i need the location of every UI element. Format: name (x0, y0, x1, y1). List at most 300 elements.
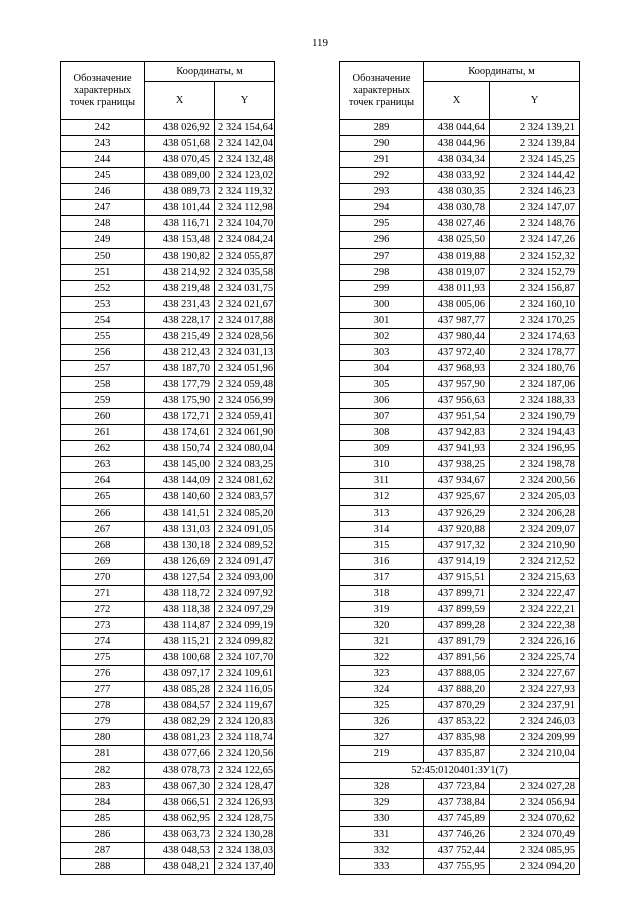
point-cell: 263 (61, 457, 145, 473)
x-coordinate-cell: 438 140,60 (145, 489, 215, 505)
x-coordinate-cell: 438 030,35 (424, 184, 490, 200)
header-y: Y (215, 82, 275, 120)
header-x: X (145, 82, 215, 120)
table-row (340, 216, 580, 232)
table-row (61, 810, 275, 826)
y-coordinate-cell: 2 324 059,41 (215, 409, 275, 425)
y-coordinate-cell: 2 324 138,03 (215, 842, 275, 858)
table-row (61, 601, 275, 617)
point-cell: 253 (61, 296, 145, 312)
header-coordinates: Координаты, м (424, 62, 580, 82)
table-row (340, 377, 580, 393)
table-row (61, 634, 275, 650)
table-row (340, 344, 580, 360)
table-row (61, 521, 275, 537)
point-cell: 266 (61, 505, 145, 521)
point-cell: 283 (61, 778, 145, 794)
y-coordinate-cell: 2 324 187,06 (490, 377, 580, 393)
y-coordinate-cell: 2 324 056,94 (490, 794, 580, 810)
table-row (340, 248, 580, 264)
point-cell: 258 (61, 377, 145, 393)
x-coordinate-cell: 438 144,09 (145, 473, 215, 489)
point-cell: 322 (340, 650, 424, 666)
table-row (340, 473, 580, 489)
y-coordinate-cell: 2 324 097,92 (215, 585, 275, 601)
x-coordinate-cell: 437 746,26 (424, 826, 490, 842)
y-coordinate-cell: 2 324 147,26 (490, 232, 580, 248)
point-cell: 332 (340, 842, 424, 858)
x-coordinate-cell: 438 174,61 (145, 425, 215, 441)
table-row (61, 248, 275, 264)
y-coordinate-cell: 2 324 081,62 (215, 473, 275, 489)
point-cell: 329 (340, 794, 424, 810)
table-row (340, 730, 580, 746)
table-row (61, 328, 275, 344)
table-row (61, 489, 275, 505)
point-cell: 308 (340, 425, 424, 441)
table-row (340, 826, 580, 842)
y-coordinate-cell: 2 324 222,21 (490, 601, 580, 617)
point-cell: 324 (340, 682, 424, 698)
y-coordinate-cell: 2 324 200,56 (490, 473, 580, 489)
table-row (340, 264, 580, 280)
x-coordinate-cell: 438 030,78 (424, 200, 490, 216)
point-cell: 289 (340, 120, 424, 136)
y-coordinate-cell: 2 324 085,20 (215, 505, 275, 521)
table-row (61, 585, 275, 601)
y-coordinate-cell: 2 324 148,76 (490, 216, 580, 232)
point-cell: 219 (340, 746, 424, 762)
point-cell: 277 (61, 682, 145, 698)
table-row (340, 778, 580, 794)
point-cell: 276 (61, 666, 145, 682)
y-coordinate-cell: 2 324 112,98 (215, 200, 275, 216)
x-coordinate-cell: 438 215,49 (145, 328, 215, 344)
x-coordinate-cell: 438 177,79 (145, 377, 215, 393)
y-coordinate-cell: 2 324 205,03 (490, 489, 580, 505)
table-row (340, 682, 580, 698)
table-row (61, 650, 275, 666)
x-coordinate-cell: 438 101,44 (145, 200, 215, 216)
table-body-left (61, 120, 275, 875)
y-coordinate-cell: 2 324 178,77 (490, 344, 580, 360)
y-coordinate-cell: 2 324 061,90 (215, 425, 275, 441)
header-x: X (424, 82, 490, 120)
table-row (61, 425, 275, 441)
y-coordinate-cell: 2 324 142,04 (215, 136, 275, 152)
x-coordinate-cell: 438 114,87 (145, 617, 215, 633)
table-row (61, 409, 275, 425)
x-coordinate-cell: 437 968,93 (424, 360, 490, 376)
point-cell: 295 (340, 216, 424, 232)
y-coordinate-cell: 2 324 031,75 (215, 280, 275, 296)
y-coordinate-cell: 2 324 196,95 (490, 441, 580, 457)
table-row (340, 858, 580, 874)
y-coordinate-cell: 2 324 031,13 (215, 344, 275, 360)
y-coordinate-cell: 2 324 028,56 (215, 328, 275, 344)
point-cell: 331 (340, 826, 424, 842)
point-cell: 254 (61, 312, 145, 328)
y-coordinate-cell: 2 324 116,05 (215, 682, 275, 698)
point-cell: 325 (340, 698, 424, 714)
y-coordinate-cell: 2 324 109,61 (215, 666, 275, 682)
point-cell: 273 (61, 617, 145, 633)
point-cell: 298 (340, 264, 424, 280)
point-cell: 301 (340, 312, 424, 328)
x-coordinate-cell: 437 853,22 (424, 714, 490, 730)
table-row (340, 601, 580, 617)
table-row (340, 120, 580, 136)
x-coordinate-cell: 438 219,48 (145, 280, 215, 296)
point-cell: 323 (340, 666, 424, 682)
y-coordinate-cell: 2 324 212,52 (490, 553, 580, 569)
x-coordinate-cell: 438 033,92 (424, 168, 490, 184)
y-coordinate-cell: 2 324 128,75 (215, 810, 275, 826)
y-coordinate-cell: 2 324 017,88 (215, 312, 275, 328)
x-coordinate-cell: 437 972,40 (424, 344, 490, 360)
y-coordinate-cell: 2 324 226,16 (490, 634, 580, 650)
x-coordinate-cell: 437 888,05 (424, 666, 490, 682)
y-coordinate-cell: 2 324 194,43 (490, 425, 580, 441)
table-row (340, 553, 580, 569)
x-coordinate-cell: 438 231,43 (145, 296, 215, 312)
point-cell: 255 (61, 328, 145, 344)
point-cell: 313 (340, 505, 424, 521)
point-cell: 330 (340, 810, 424, 826)
point-cell: 259 (61, 393, 145, 409)
x-coordinate-cell: 438 048,53 (145, 842, 215, 858)
table-row (61, 200, 275, 216)
table-row (61, 393, 275, 409)
point-cell: 246 (61, 184, 145, 200)
x-coordinate-cell: 438 172,71 (145, 409, 215, 425)
point-cell: 284 (61, 794, 145, 810)
y-coordinate-cell: 2 324 145,25 (490, 152, 580, 168)
point-cell: 269 (61, 553, 145, 569)
x-coordinate-cell: 438 118,38 (145, 601, 215, 617)
x-coordinate-cell: 437 938,25 (424, 457, 490, 473)
point-cell: 314 (340, 521, 424, 537)
table-row (340, 312, 580, 328)
x-coordinate-cell: 437 899,59 (424, 601, 490, 617)
y-coordinate-cell: 2 324 021,67 (215, 296, 275, 312)
point-cell: 311 (340, 473, 424, 489)
table-row (340, 280, 580, 296)
y-coordinate-cell: 2 324 139,21 (490, 120, 580, 136)
y-coordinate-cell: 2 324 070,62 (490, 810, 580, 826)
point-cell: 252 (61, 280, 145, 296)
table-row (61, 505, 275, 521)
table-row (61, 569, 275, 585)
y-coordinate-cell: 2 324 170,25 (490, 312, 580, 328)
point-cell: 294 (340, 200, 424, 216)
point-cell: 291 (340, 152, 424, 168)
y-coordinate-cell: 2 324 137,40 (215, 858, 275, 874)
point-cell: 249 (61, 232, 145, 248)
point-cell: 271 (61, 585, 145, 601)
x-coordinate-cell: 438 067,30 (145, 778, 215, 794)
point-cell: 312 (340, 489, 424, 505)
page-number: 119 (311, 37, 329, 49)
x-coordinate-cell: 437 951,54 (424, 409, 490, 425)
y-coordinate-cell: 2 324 119,32 (215, 184, 275, 200)
y-coordinate-cell: 2 324 099,19 (215, 617, 275, 633)
point-cell: 274 (61, 634, 145, 650)
y-coordinate-cell: 2 324 237,91 (490, 698, 580, 714)
y-coordinate-cell: 2 324 107,70 (215, 650, 275, 666)
table-row (340, 409, 580, 425)
x-coordinate-cell: 437 980,44 (424, 328, 490, 344)
table-row (340, 842, 580, 858)
x-coordinate-cell: 438 019,88 (424, 248, 490, 264)
point-cell: 310 (340, 457, 424, 473)
y-coordinate-cell: 2 324 027,28 (490, 778, 580, 794)
table-row (61, 858, 275, 874)
x-coordinate-cell: 437 957,90 (424, 377, 490, 393)
point-cell: 281 (61, 746, 145, 762)
point-cell: 270 (61, 569, 145, 585)
y-coordinate-cell: 2 324 225,74 (490, 650, 580, 666)
y-coordinate-cell: 2 324 080,04 (215, 441, 275, 457)
x-coordinate-cell: 438 085,28 (145, 682, 215, 698)
x-coordinate-cell: 438 062,95 (145, 810, 215, 826)
x-coordinate-cell: 437 723,84 (424, 778, 490, 794)
y-coordinate-cell: 2 324 174,63 (490, 328, 580, 344)
y-coordinate-cell: 2 324 099,82 (215, 634, 275, 650)
y-coordinate-cell: 2 324 051,96 (215, 360, 275, 376)
point-cell: 302 (340, 328, 424, 344)
point-cell: 309 (340, 441, 424, 457)
table-row (61, 537, 275, 553)
y-coordinate-cell: 2 324 132,48 (215, 152, 275, 168)
y-coordinate-cell: 2 324 152,32 (490, 248, 580, 264)
point-cell: 247 (61, 200, 145, 216)
x-coordinate-cell: 438 027,46 (424, 216, 490, 232)
y-coordinate-cell: 2 324 222,47 (490, 585, 580, 601)
point-cell: 307 (340, 409, 424, 425)
x-coordinate-cell: 437 920,88 (424, 521, 490, 537)
x-coordinate-cell: 438 044,96 (424, 136, 490, 152)
x-coordinate-cell: 437 926,29 (424, 505, 490, 521)
x-coordinate-cell: 438 089,00 (145, 168, 215, 184)
table-body-right (340, 120, 580, 875)
table-row (340, 634, 580, 650)
x-coordinate-cell: 438 115,21 (145, 634, 215, 650)
y-coordinate-cell: 2 324 123,02 (215, 168, 275, 184)
y-coordinate-cell: 2 324 160,10 (490, 296, 580, 312)
x-coordinate-cell: 438 077,66 (145, 746, 215, 762)
table-row (61, 826, 275, 842)
point-cell: 300 (340, 296, 424, 312)
x-coordinate-cell: 438 048,21 (145, 858, 215, 874)
point-cell: 296 (340, 232, 424, 248)
point-cell: 272 (61, 601, 145, 617)
y-coordinate-cell: 2 324 188,33 (490, 393, 580, 409)
x-coordinate-cell: 438 019,07 (424, 264, 490, 280)
y-coordinate-cell: 2 324 227,67 (490, 666, 580, 682)
x-coordinate-cell: 438 100,68 (145, 650, 215, 666)
table-row (340, 360, 580, 376)
y-coordinate-cell: 2 324 209,07 (490, 521, 580, 537)
table-row (340, 585, 580, 601)
x-coordinate-cell: 438 005,06 (424, 296, 490, 312)
y-coordinate-cell: 2 324 190,79 (490, 409, 580, 425)
table-row (61, 152, 275, 168)
point-cell: 303 (340, 344, 424, 360)
y-coordinate-cell: 2 324 091,47 (215, 553, 275, 569)
y-coordinate-cell: 2 324 215,63 (490, 569, 580, 585)
y-coordinate-cell: 2 324 093,00 (215, 569, 275, 585)
y-coordinate-cell: 2 324 084,24 (215, 232, 275, 248)
x-coordinate-cell: 438 070,45 (145, 152, 215, 168)
table-row (340, 505, 580, 521)
y-coordinate-cell: 2 324 056,99 (215, 393, 275, 409)
x-coordinate-cell: 437 870,29 (424, 698, 490, 714)
x-coordinate-cell: 438 082,29 (145, 714, 215, 730)
table-row (340, 666, 580, 682)
table-row (61, 168, 275, 184)
y-coordinate-cell: 2 324 091,05 (215, 521, 275, 537)
point-cell: 299 (340, 280, 424, 296)
parcel-group-label: 52:45:0120401:ЗУ1(7) (340, 762, 580, 778)
x-coordinate-cell: 438 212,43 (145, 344, 215, 360)
y-coordinate-cell: 2 324 147,07 (490, 200, 580, 216)
table-row (61, 441, 275, 457)
point-cell: 267 (61, 521, 145, 537)
point-cell: 268 (61, 537, 145, 553)
point-cell: 262 (61, 441, 145, 457)
x-coordinate-cell: 438 145,00 (145, 457, 215, 473)
point-cell: 317 (340, 569, 424, 585)
point-cell: 279 (61, 714, 145, 730)
table-row (61, 682, 275, 698)
table-row (61, 184, 275, 200)
y-coordinate-cell: 2 324 146,23 (490, 184, 580, 200)
table-row (61, 136, 275, 152)
header-y: Y (490, 82, 580, 120)
y-coordinate-cell: 2 324 198,78 (490, 457, 580, 473)
point-cell: 248 (61, 216, 145, 232)
y-coordinate-cell: 2 324 059,48 (215, 377, 275, 393)
x-coordinate-cell: 438 118,72 (145, 585, 215, 601)
table-row (61, 296, 275, 312)
table-row (61, 216, 275, 232)
y-coordinate-cell: 2 324 210,04 (490, 746, 580, 762)
x-coordinate-cell: 438 084,57 (145, 698, 215, 714)
point-cell: 278 (61, 698, 145, 714)
x-coordinate-cell: 437 925,67 (424, 489, 490, 505)
x-coordinate-cell: 438 175,90 (145, 393, 215, 409)
y-coordinate-cell: 2 324 083,57 (215, 489, 275, 505)
point-cell: 319 (340, 601, 424, 617)
y-coordinate-cell: 2 324 139,84 (490, 136, 580, 152)
table-row (340, 762, 580, 778)
x-coordinate-cell: 437 745,89 (424, 810, 490, 826)
point-cell: 292 (340, 168, 424, 184)
x-coordinate-cell: 437 891,56 (424, 650, 490, 666)
table-row (61, 344, 275, 360)
table-row (340, 328, 580, 344)
y-coordinate-cell: 2 324 227,93 (490, 682, 580, 698)
y-coordinate-cell: 2 324 144,42 (490, 168, 580, 184)
x-coordinate-cell: 437 891,79 (424, 634, 490, 650)
y-coordinate-cell: 2 324 126,93 (215, 794, 275, 810)
table-row (61, 360, 275, 376)
table-row (61, 617, 275, 633)
y-coordinate-cell: 2 324 104,70 (215, 216, 275, 232)
x-coordinate-cell: 438 026,92 (145, 120, 215, 136)
y-coordinate-cell: 2 324 154,64 (215, 120, 275, 136)
table-row (61, 698, 275, 714)
table-row (61, 762, 275, 778)
coordinates-table-left (60, 61, 275, 875)
point-cell: 257 (61, 360, 145, 376)
point-cell: 305 (340, 377, 424, 393)
x-coordinate-cell: 438 034,34 (424, 152, 490, 168)
table-row (340, 537, 580, 553)
table-row (340, 296, 580, 312)
x-coordinate-cell: 438 081,23 (145, 730, 215, 746)
x-coordinate-cell: 438 187,70 (145, 360, 215, 376)
table-row (61, 794, 275, 810)
point-cell: 328 (340, 778, 424, 794)
x-coordinate-cell: 438 153,48 (145, 232, 215, 248)
x-coordinate-cell: 438 116,71 (145, 216, 215, 232)
point-cell: 327 (340, 730, 424, 746)
point-cell: 264 (61, 473, 145, 489)
table-row (61, 280, 275, 296)
x-coordinate-cell: 437 987,77 (424, 312, 490, 328)
y-coordinate-cell: 2 324 119,67 (215, 698, 275, 714)
table-row (340, 425, 580, 441)
x-coordinate-cell: 437 738,84 (424, 794, 490, 810)
y-coordinate-cell: 2 324 122,65 (215, 762, 275, 778)
y-coordinate-cell: 2 324 222,38 (490, 617, 580, 633)
x-coordinate-cell: 437 835,87 (424, 746, 490, 762)
point-cell: 306 (340, 393, 424, 409)
x-coordinate-cell: 438 131,03 (145, 521, 215, 537)
table-row (340, 489, 580, 505)
x-coordinate-cell: 437 899,71 (424, 585, 490, 601)
x-coordinate-cell: 438 066,51 (145, 794, 215, 810)
table-row (340, 698, 580, 714)
header-point-designation: Обозначение характерных точек границы (340, 62, 424, 120)
table-row (61, 778, 275, 794)
table-row (340, 441, 580, 457)
table-row (61, 232, 275, 248)
x-coordinate-cell: 438 214,92 (145, 264, 215, 280)
x-coordinate-cell: 438 130,18 (145, 537, 215, 553)
point-cell: 286 (61, 826, 145, 842)
point-cell: 242 (61, 120, 145, 136)
x-coordinate-cell: 438 126,69 (145, 553, 215, 569)
table-row (340, 393, 580, 409)
x-coordinate-cell: 438 097,17 (145, 666, 215, 682)
y-coordinate-cell: 2 324 246,03 (490, 714, 580, 730)
point-cell: 315 (340, 537, 424, 553)
header-coordinates: Координаты, м (145, 62, 275, 82)
table-row (340, 184, 580, 200)
point-cell: 243 (61, 136, 145, 152)
y-coordinate-cell: 2 324 209,99 (490, 730, 580, 746)
y-coordinate-cell: 2 324 089,52 (215, 537, 275, 553)
y-coordinate-cell: 2 324 210,90 (490, 537, 580, 553)
point-cell: 320 (340, 617, 424, 633)
point-cell: 251 (61, 264, 145, 280)
y-coordinate-cell: 2 324 055,87 (215, 248, 275, 264)
point-cell: 316 (340, 553, 424, 569)
table-row (340, 569, 580, 585)
